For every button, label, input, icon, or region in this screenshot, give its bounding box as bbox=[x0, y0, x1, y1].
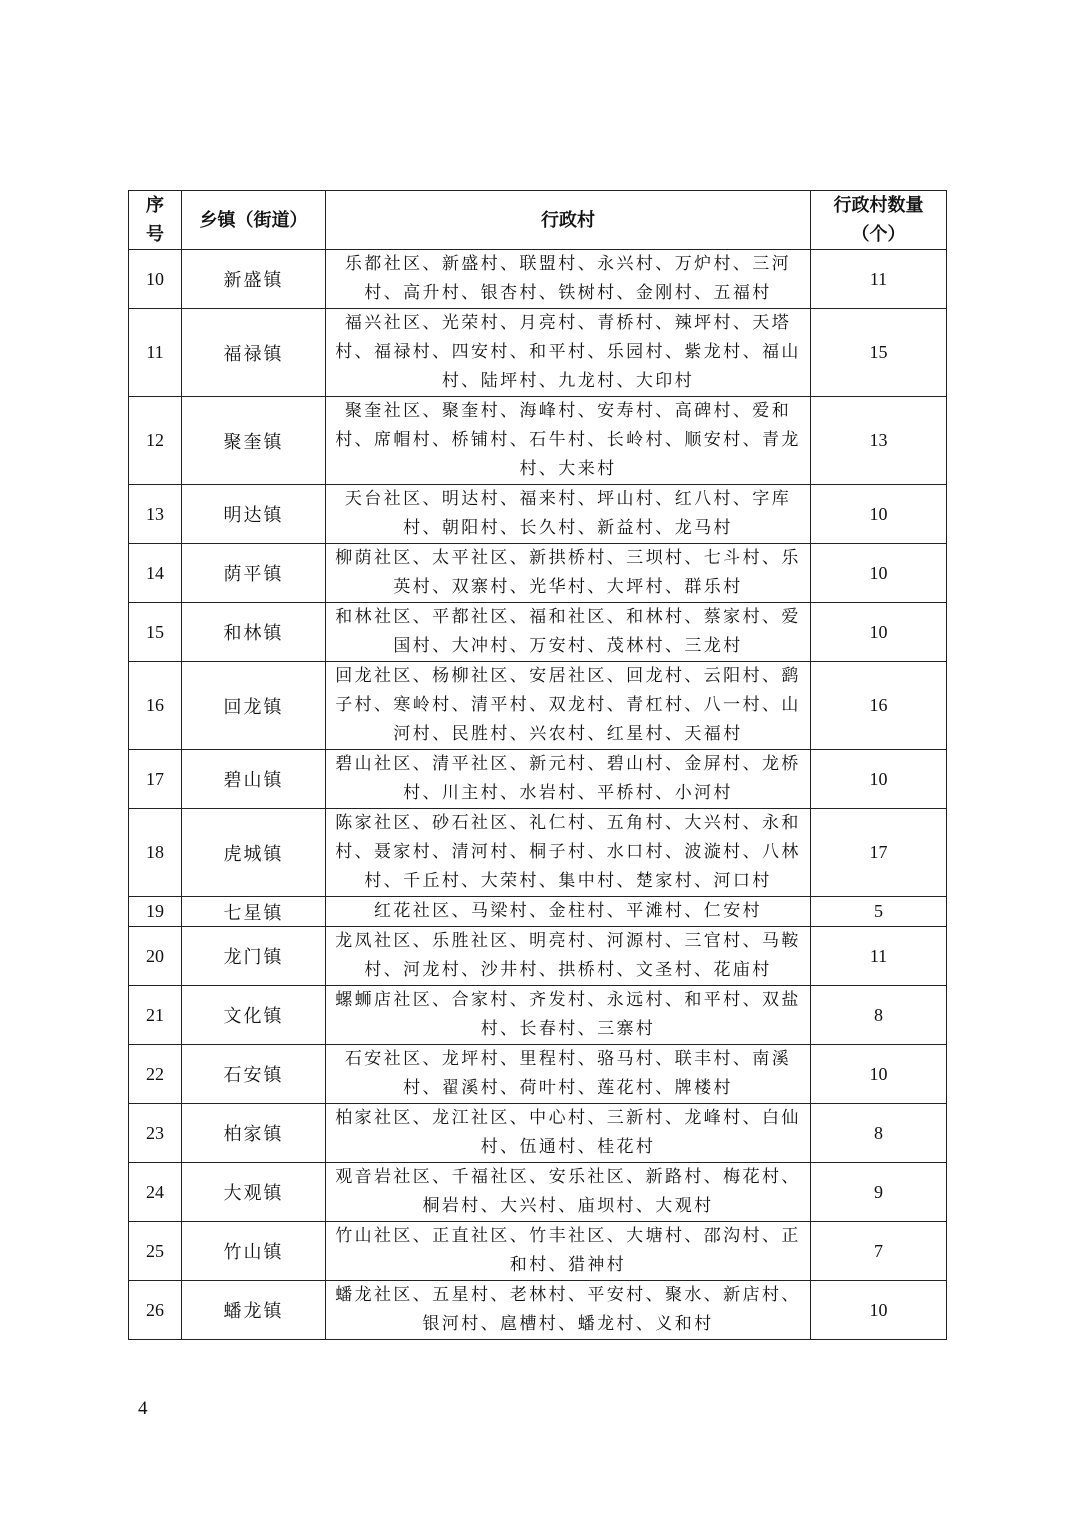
row-villages: 乐都社区、新盛村、联盟村、永兴村、万炉村、三河村、高升村、银杏村、铁树村、金刚村、五福村 bbox=[326, 250, 811, 309]
row-villages: 柏家社区、龙江社区、中心村、三新村、龙峰村、白仙村、伍通村、桂花村 bbox=[326, 1104, 811, 1163]
row-town: 荫平镇 bbox=[182, 544, 326, 603]
row-count: 17 bbox=[811, 809, 947, 897]
row-town: 龙门镇 bbox=[182, 927, 326, 986]
header-town: 乡镇（街道） bbox=[182, 191, 326, 250]
row-town: 回龙镇 bbox=[182, 662, 326, 750]
row-town: 蟠龙镇 bbox=[182, 1281, 326, 1340]
row-count: 8 bbox=[811, 1104, 947, 1163]
row-number: 10 bbox=[129, 250, 182, 309]
table-row bbox=[129, 544, 947, 603]
row-number: 12 bbox=[129, 397, 182, 485]
row-villages: 竹山社区、正直社区、竹丰社区、大塘村、邵沟村、正和村、猎神村 bbox=[326, 1222, 811, 1281]
row-number: 23 bbox=[129, 1104, 182, 1163]
row-number: 17 bbox=[129, 750, 182, 809]
row-count: 8 bbox=[811, 986, 947, 1045]
row-count: 10 bbox=[811, 750, 947, 809]
row-number: 16 bbox=[129, 662, 182, 750]
row-villages: 天台社区、明达村、福来村、坪山村、红八村、字库村、朝阳村、长久村、新益村、龙马村 bbox=[326, 485, 811, 544]
row-count: 13 bbox=[811, 397, 947, 485]
table-row bbox=[129, 809, 947, 897]
row-town: 石安镇 bbox=[182, 1045, 326, 1104]
row-villages: 碧山社区、清平社区、新元村、碧山村、金屏村、龙桥村、川主村、水岩村、平桥村、小河村 bbox=[326, 750, 811, 809]
table-row bbox=[129, 927, 947, 986]
row-number: 13 bbox=[129, 485, 182, 544]
table-row bbox=[129, 1222, 947, 1281]
row-town: 虎城镇 bbox=[182, 809, 326, 897]
row-town: 大观镇 bbox=[182, 1163, 326, 1222]
row-count: 5 bbox=[811, 897, 947, 927]
row-town: 碧山镇 bbox=[182, 750, 326, 809]
row-count: 11 bbox=[811, 250, 947, 309]
row-number: 15 bbox=[129, 603, 182, 662]
row-number: 19 bbox=[129, 897, 182, 927]
page-number: 4 bbox=[138, 1398, 148, 1419]
row-villages: 和林社区、平都社区、福和社区、和林村、蔡家村、爱国村、大冲村、万安村、茂林村、三龙村 bbox=[326, 603, 811, 662]
table-row bbox=[129, 250, 947, 309]
row-town: 福禄镇 bbox=[182, 309, 326, 397]
header-villages: 行政村 bbox=[326, 191, 811, 250]
row-number: 24 bbox=[129, 1163, 182, 1222]
row-count: 10 bbox=[811, 485, 947, 544]
table-row bbox=[129, 1163, 947, 1222]
row-villages: 柳荫社区、太平社区、新拱桥村、三坝村、七斗村、乐英村、双寨村、光华村、大坪村、群乐村 bbox=[326, 544, 811, 603]
row-number: 21 bbox=[129, 986, 182, 1045]
row-number: 25 bbox=[129, 1222, 182, 1281]
row-town: 柏家镇 bbox=[182, 1104, 326, 1163]
row-number: 26 bbox=[129, 1281, 182, 1340]
villages-table bbox=[128, 190, 947, 1340]
row-town: 明达镇 bbox=[182, 485, 326, 544]
table-row bbox=[129, 603, 947, 662]
table-row bbox=[129, 485, 947, 544]
table-row bbox=[129, 397, 947, 485]
table-row bbox=[129, 750, 947, 809]
table-header-row bbox=[129, 191, 947, 250]
header-seq: 序 号 bbox=[129, 191, 182, 250]
row-town: 竹山镇 bbox=[182, 1222, 326, 1281]
table-row bbox=[129, 309, 947, 397]
table-row bbox=[129, 1281, 947, 1340]
row-town: 七星镇 bbox=[182, 897, 326, 927]
row-villages: 石安社区、龙坪村、里程村、骆马村、联丰村、南溪村、翟溪村、荷叶村、莲花村、牌楼村 bbox=[326, 1045, 811, 1104]
row-count: 10 bbox=[811, 544, 947, 603]
row-count: 10 bbox=[811, 1281, 947, 1340]
row-count: 10 bbox=[811, 1045, 947, 1104]
row-count: 15 bbox=[811, 309, 947, 397]
row-count: 10 bbox=[811, 603, 947, 662]
row-town: 文化镇 bbox=[182, 986, 326, 1045]
row-town: 聚奎镇 bbox=[182, 397, 326, 485]
row-count: 9 bbox=[811, 1163, 947, 1222]
row-villages: 回龙社区、杨柳社区、安居社区、回龙村、云阳村、鹞子村、寒岭村、清平村、双龙村、青杠村、八一村、山河村、民胜村、兴农村、红星村、天福村 bbox=[326, 662, 811, 750]
table-row bbox=[129, 897, 947, 927]
row-villages: 蟠龙社区、五星村、老林村、平安村、聚水、新店村、银河村、扈槽村、蟠龙村、义和村 bbox=[326, 1281, 811, 1340]
row-villages: 螺蛳店社区、合家村、齐发村、永远村、和平村、双盐村、长春村、三寨村 bbox=[326, 986, 811, 1045]
row-number: 18 bbox=[129, 809, 182, 897]
row-villages: 福兴社区、光荣村、月亮村、青桥村、辣坪村、天塔村、福禄村、四安村、和平村、乐园村、紫龙村、福山村、陆坪村、九龙村、大印村 bbox=[326, 309, 811, 397]
table-row bbox=[129, 1104, 947, 1163]
table-row bbox=[129, 986, 947, 1045]
row-villages: 龙凤社区、乐胜社区、明亮村、河源村、三官村、马鞍村、河龙村、沙井村、拱桥村、文圣村、花庙村 bbox=[326, 927, 811, 986]
row-town: 新盛镇 bbox=[182, 250, 326, 309]
row-villages: 陈家社区、砂石社区、礼仁村、五角村、大兴村、永和村、聂家村、清河村、桐子村、水口村、波漩村、八林村、千丘村、大荣村、集中村、楚家村、河口村 bbox=[326, 809, 811, 897]
row-count: 11 bbox=[811, 927, 947, 986]
row-number: 22 bbox=[129, 1045, 182, 1104]
row-count: 16 bbox=[811, 662, 947, 750]
row-number: 14 bbox=[129, 544, 182, 603]
row-villages: 观音岩社区、千福社区、安乐社区、新路村、梅花村、桐岩村、大兴村、庙坝村、大观村 bbox=[326, 1163, 811, 1222]
row-villages: 聚奎社区、聚奎村、海峰村、安寿村、高碑村、爱和村、席帽村、桥铺村、石牛村、长岭村、顺安村、青龙村、大来村 bbox=[326, 397, 811, 485]
row-count: 7 bbox=[811, 1222, 947, 1281]
row-number: 20 bbox=[129, 927, 182, 986]
table-row bbox=[129, 1045, 947, 1104]
row-villages: 红花社区、马梁村、金柱村、平滩村、仁安村 bbox=[326, 897, 811, 927]
row-town: 和林镇 bbox=[182, 603, 326, 662]
table-row bbox=[129, 662, 947, 750]
row-number: 11 bbox=[129, 309, 182, 397]
header-count: 行政村数量 （个） bbox=[811, 191, 947, 250]
